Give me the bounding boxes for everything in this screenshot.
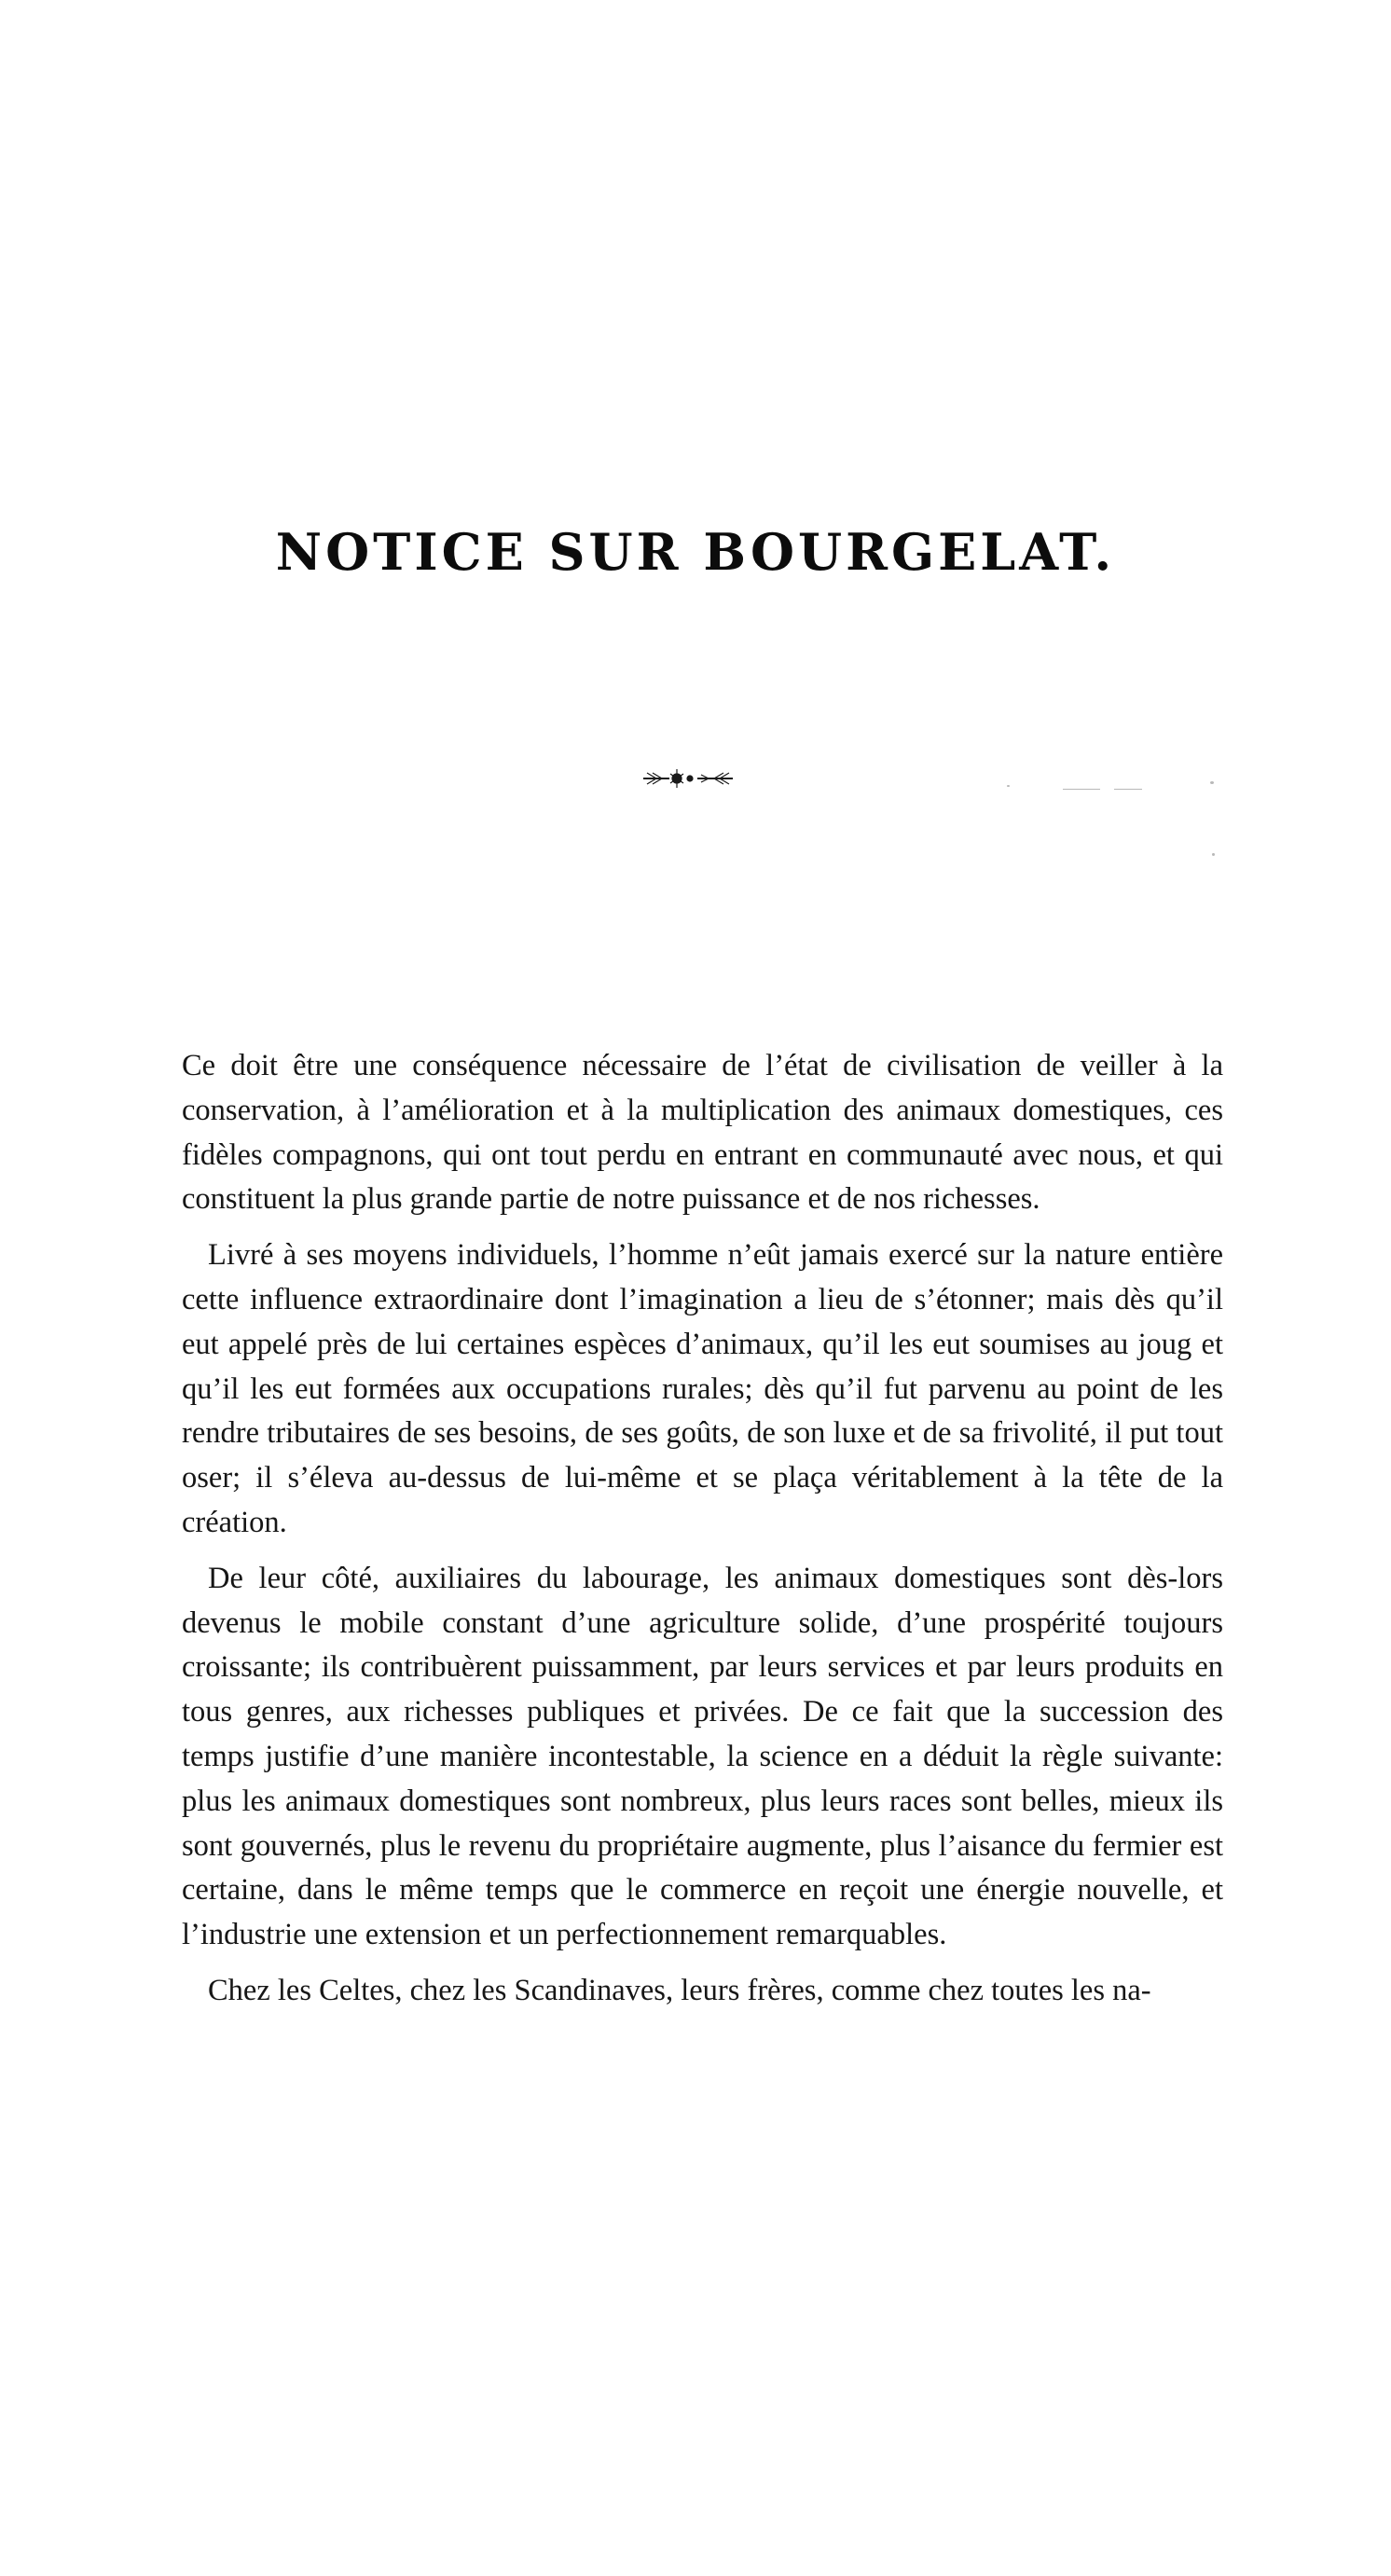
paragraph: De leur côté, auxiliaires du labourage, les animaux domestiques sont dès-lors devenus le mobile constant d’une agriculture solide, d’une prospérité toujours croissante; ils contribuèrent puissamment, par leurs services et par leurs produits en tous genres, aux richesses publiques et privées. De ce fait que la succession des temps justifie d’une manière incontestable, la science en a déduit la règle suivante: plus les animaux domestiques sont nombreux, plus leurs races sont belles, mieux ils sont gouvernés, plus le revenu du propriétaire augmente, plus l’aisance du fermier est certaine, dans le même temps que le commerce en reçoit une énergie nouvelle, et l’industrie une extension et un perfectionnement remarquables.: [182, 1561, 1223, 1952]
print-speck: [1007, 785, 1010, 787]
print-speck: [1063, 789, 1100, 790]
page-title: NOTICE SUR BOURGELAT.: [275, 522, 1116, 582]
print-speck: [1114, 789, 1142, 790]
fleuron-ornament-icon: [641, 766, 735, 791]
print-speck: [1212, 853, 1215, 856]
paragraph: Chez les Celtes, chez les Scandinaves, leurs frères, comme chez toutes les na-: [208, 1973, 1151, 2007]
print-speck: [1210, 781, 1214, 784]
body-text: [182, 1044, 1223, 2025]
paragraph: Livré à ses moyens individuels, l’homme n’eût jamais exercé sur la nature entière cette influence extraordinaire dont l’imagination a lieu de s’étonner; mais dès qu’il eut appelé près de lui certaines espèces d’animaux, qu’il les eut soumises au joug et qu’il les eut formées aux occupations rurales; dès qu’il fut parvenu au point de les rendre tributaires de ses besoins, de ses goûts, de son luxe et de sa frivolité, il put tout oser; il s’éleva au-dessus de lui-même et se plaça véritablement à la tête de la création.: [182, 1238, 1223, 1539]
paragraph: Ce doit être une conséquence nécessaire de l’état de civilisation de veiller à la conservation, à l’amélioration et à la multiplication des animaux domestiques, ces fidèles compagnons, qui ont tout perdu en entrant en communauté avec nous, et qui constituent la plus grande partie de notre puissance et de nos richesses.: [182, 1049, 1223, 1217]
